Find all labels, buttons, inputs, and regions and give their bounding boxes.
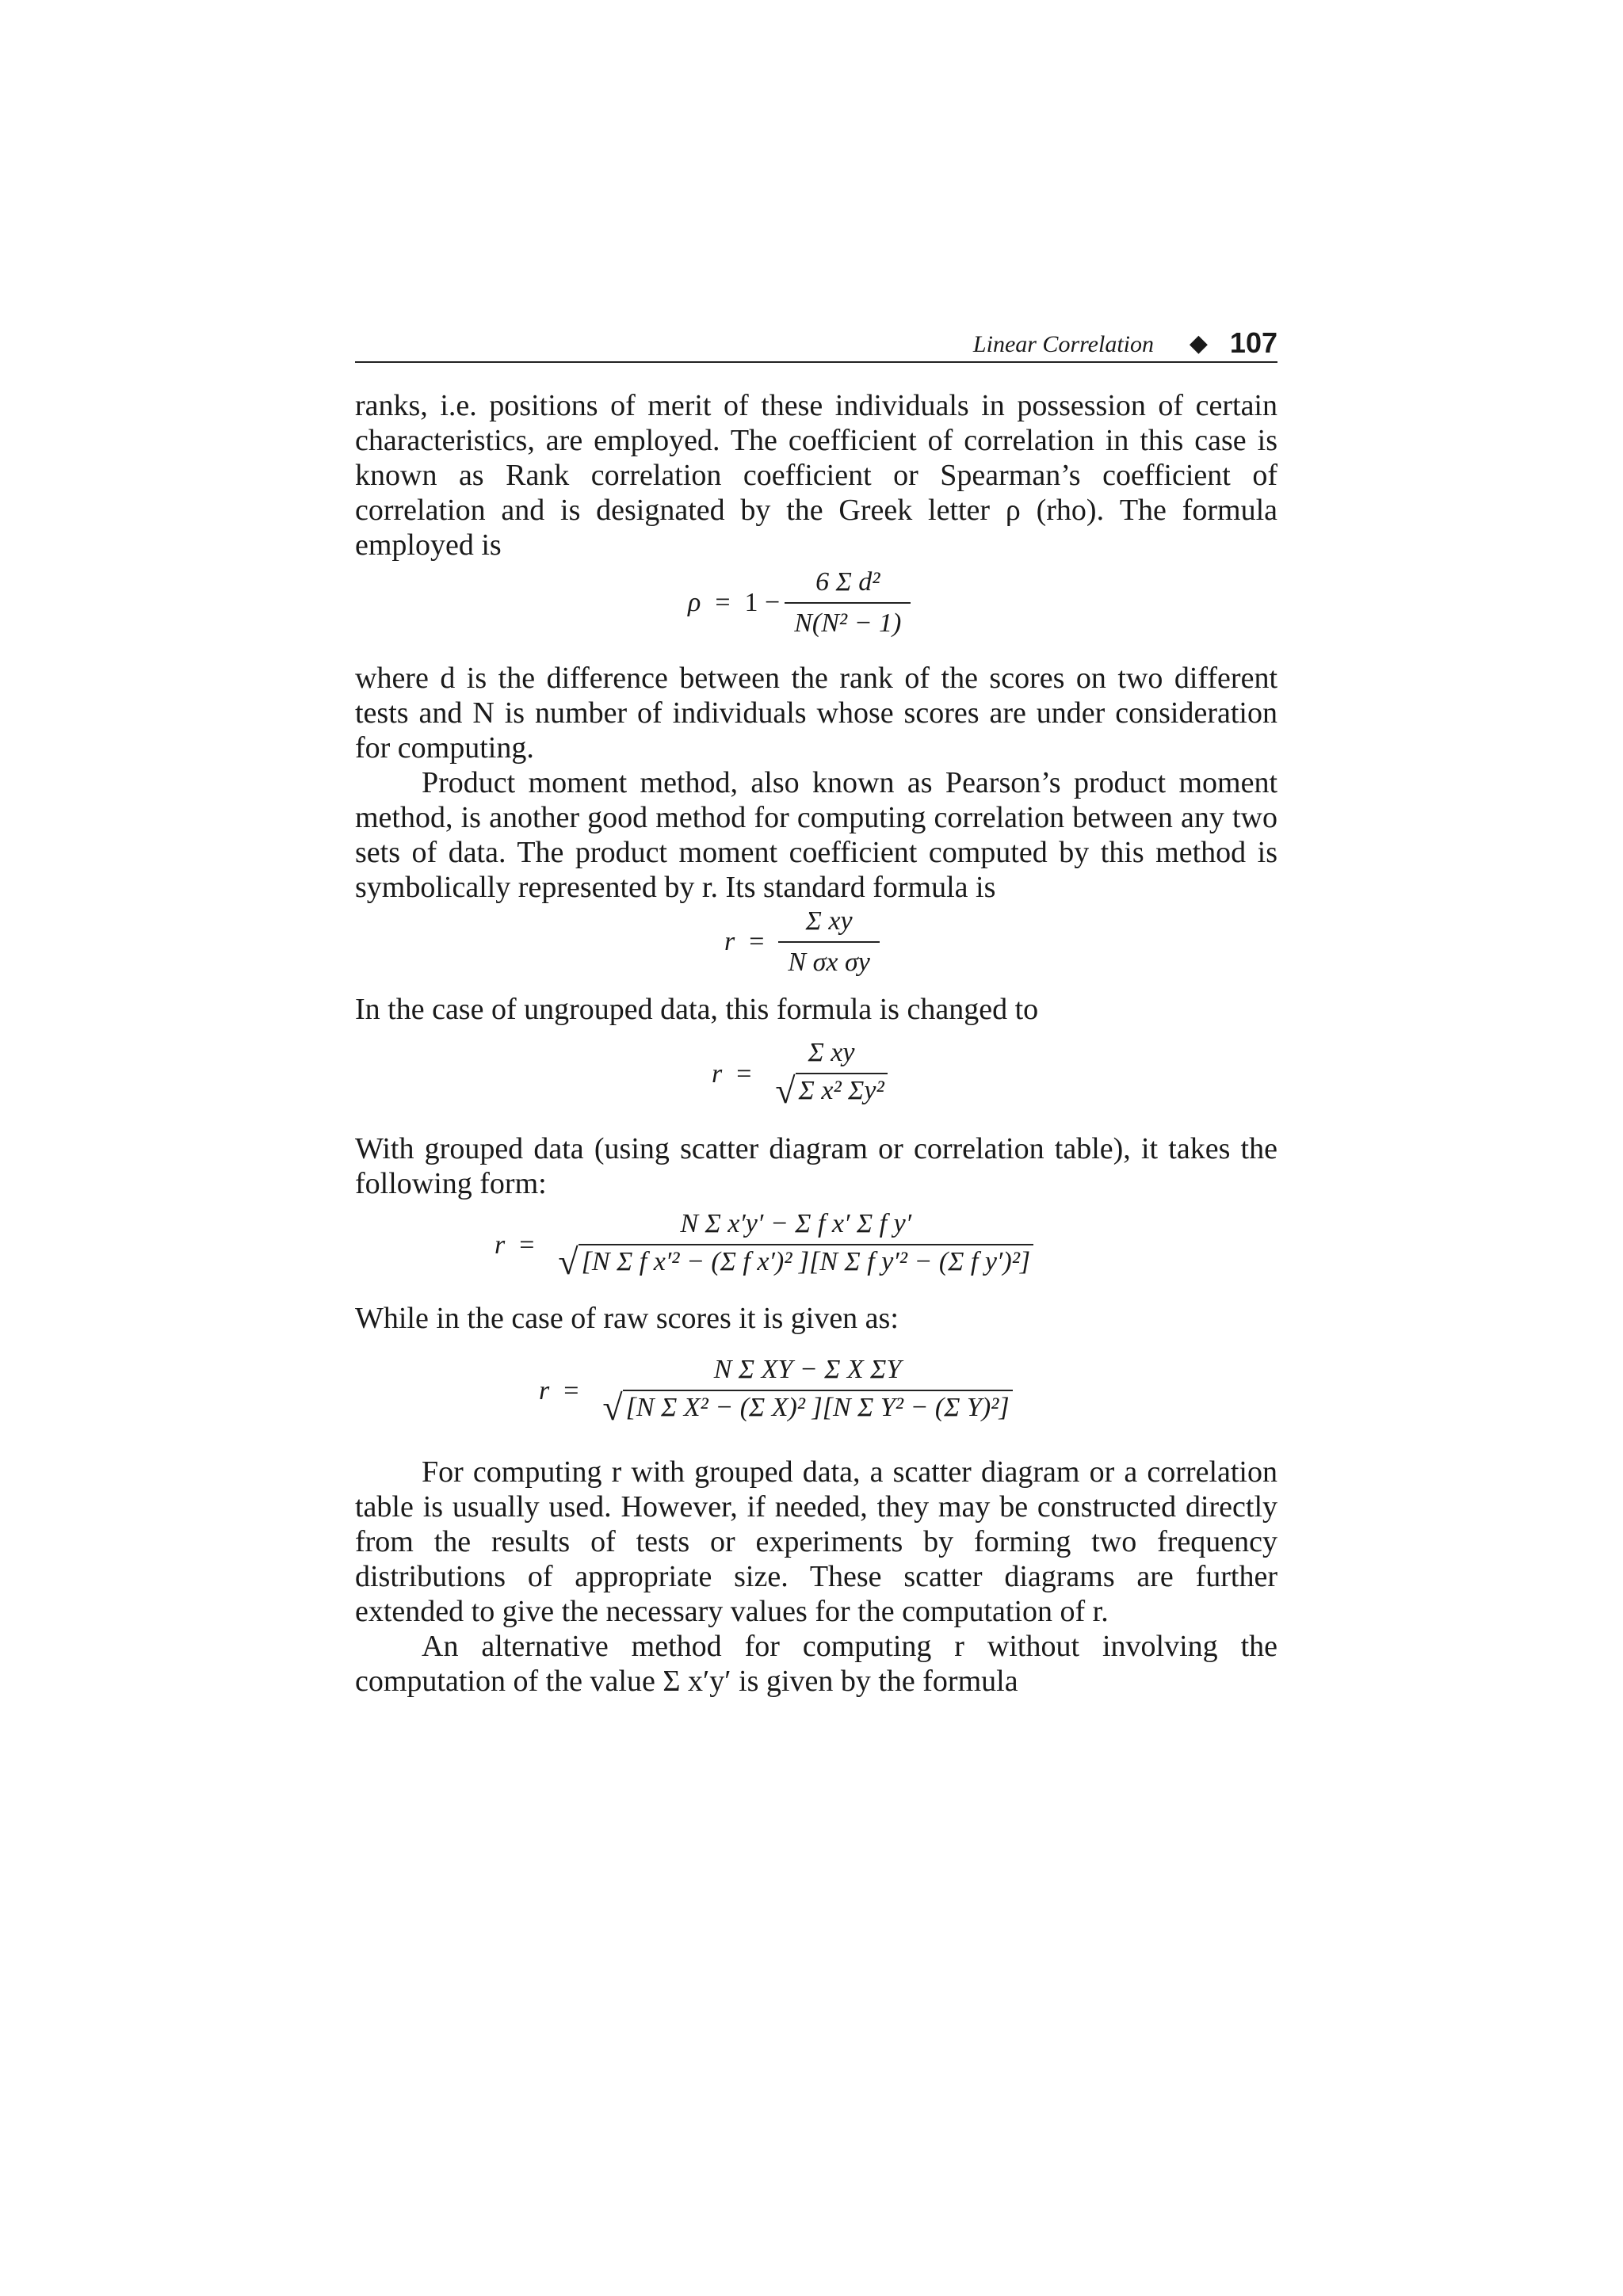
radicand: [N Σ X² − (Σ X)² ][N Σ Y² − (Σ Y)²] [623, 1390, 1013, 1426]
running-title: Linear Correlation [972, 331, 1154, 357]
square-root [775, 1070, 887, 1111]
radical-icon: √ [602, 1387, 623, 1428]
numerator: Σ xy [805, 906, 853, 936]
fraction [766, 1038, 896, 1110]
numerator: Σ xy [808, 1038, 855, 1067]
radicand: Σ x² Σy² [796, 1073, 888, 1109]
fraction [785, 567, 911, 639]
square-root [558, 1241, 1033, 1282]
paragraph-product-moment: Product moment method, also known as Pearson’s product moment method, is another good method for computing correlation between any two sets of data. The product moment coefficient computed by this method is symbolically represented by r. Its standard formula is [355, 766, 1277, 904]
page-body [355, 388, 1277, 1699]
formula-grouped [355, 1201, 1277, 1301]
denominator: N σx σy [778, 941, 879, 978]
fraction [548, 1209, 1043, 1281]
numerator: N Σ XY − Σ X ΣY [713, 1355, 902, 1384]
formula-lhs: ρ [688, 588, 701, 617]
formula-raw-scores [355, 1336, 1277, 1455]
denominator [593, 1387, 1022, 1428]
paragraph-ungrouped: In the case of ungrouped data, this formula is changed to [355, 993, 1039, 1026]
paragraph-alternative-method: An alternative method for computing r without involving the computation of the value Σ x′y′ is given by the formula [355, 1630, 1277, 1698]
paragraph-computing-r: For computing r with grouped data, a scatter diagram or a correlation table is usually used. However, if needed, they may be constructed directly from the results of tests or experiments by forming two frequency distributions of appropriate size. These scatter diagrams are further extended to give the necessary values for the computation of r. [355, 1455, 1277, 1628]
formula-spearman [355, 563, 1277, 661]
formula-lhs: r [712, 1058, 723, 1089]
square-root [602, 1387, 1012, 1428]
radical-icon: √ [558, 1241, 579, 1282]
numerator: 6 Σ d² [815, 567, 880, 597]
paragraph-raw-scores: While in the case of raw scores it is given as: [355, 1302, 899, 1335]
formula-equals: = [715, 588, 731, 617]
formula-equals: = [736, 1058, 752, 1089]
radicand: [N Σ f x′² − (Σ f x′)² ][N Σ f y′² − (Σ f y′)²] [579, 1244, 1033, 1280]
formula-lhs: r [539, 1375, 550, 1405]
paragraph-rank-intro: ranks, i.e. positions of merit of these individuals in possession of certain characteristics, are employed. The coefficient of correlation in this case is known as Rank correlation coefficient or Spearman’s coefficient of correlation and is designated by the Greek letter ρ (rho). The formula employed is [355, 389, 1277, 562]
page-number: 107 [1229, 326, 1277, 359]
radical-icon: √ [775, 1070, 796, 1111]
paragraph-grouped: With grouped data (using scatter diagram or correlation table), it takes the following form: [355, 1132, 1277, 1200]
denominator: N(N² − 1) [785, 602, 911, 639]
formula-ungrouped [355, 1027, 1277, 1131]
running-header [355, 326, 1277, 363]
formula-constant: 1 − [744, 588, 781, 617]
fraction [778, 906, 879, 978]
formula-lhs: r [724, 927, 735, 956]
formula-equals: = [563, 1375, 579, 1405]
denominator [766, 1070, 896, 1111]
formula-equals: = [519, 1230, 535, 1260]
paragraph-where-d: where d is the difference between the rank of the scores on two different tests and N is number of individuals whose scores are under consideration for computing. [355, 662, 1277, 765]
formula-pearson [355, 905, 1277, 992]
fraction [593, 1355, 1022, 1427]
formula-lhs: r [495, 1230, 506, 1260]
denominator [548, 1241, 1043, 1282]
diamond-icon: ◆ [1189, 330, 1208, 357]
formula-equals: = [749, 927, 765, 956]
numerator: N Σ x′y′ − Σ f x′ Σ f y′ [680, 1209, 912, 1238]
